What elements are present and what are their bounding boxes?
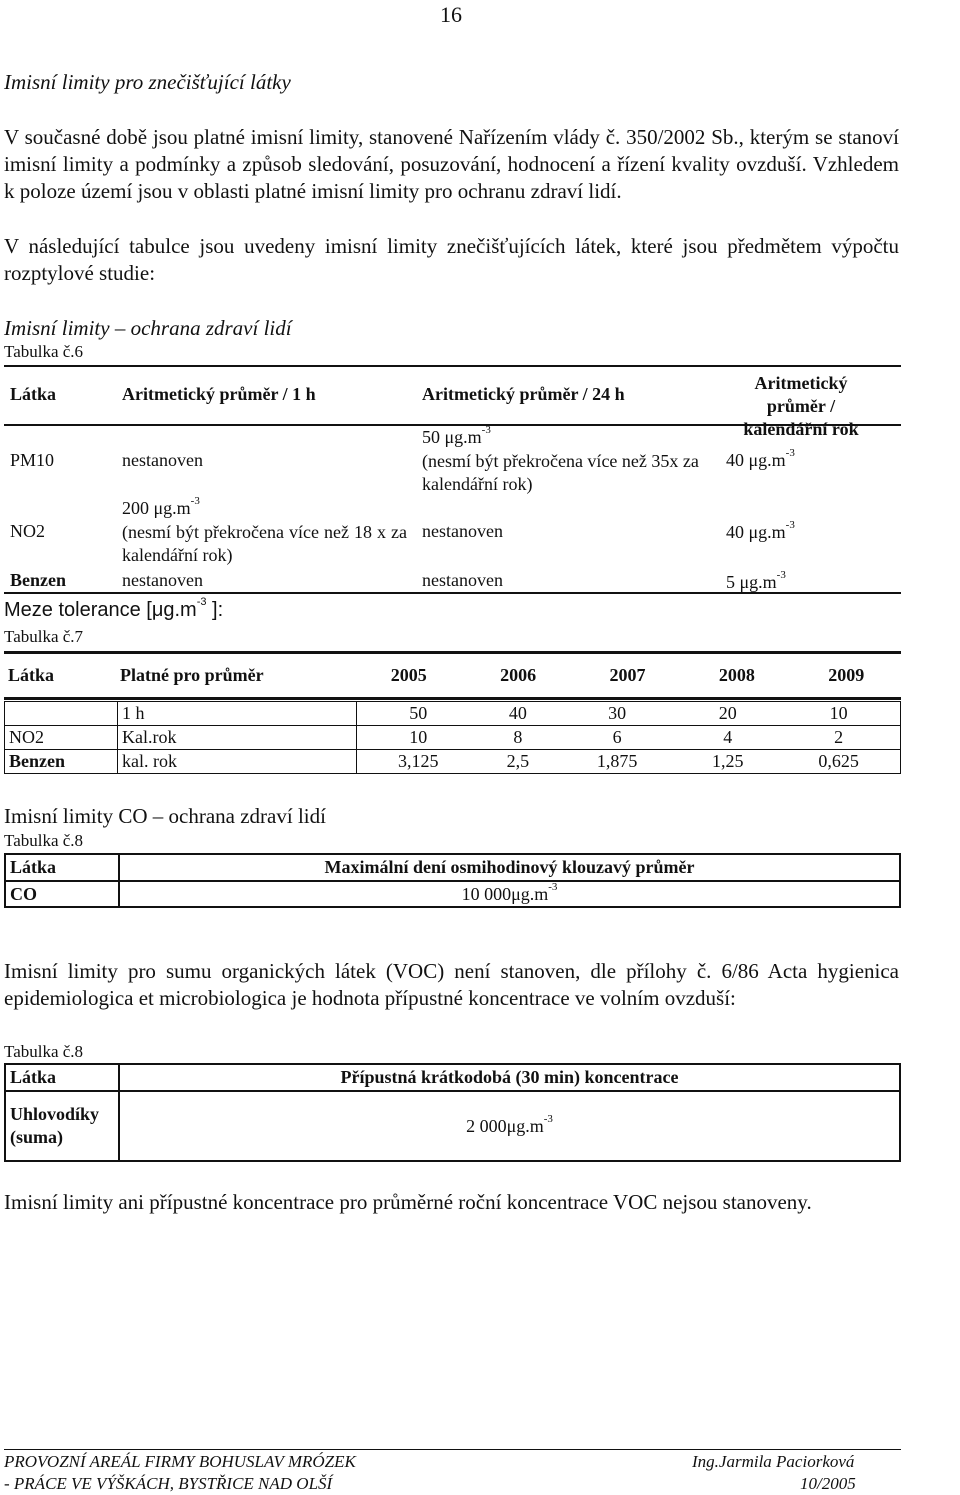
table-cell: 10 $000\mu g.m^{-3}$ <box>461 880 558 904</box>
table-header: Látka <box>10 384 57 404</box>
table-cell: PM10 <box>10 450 55 470</box>
table-row <box>5 854 900 881</box>
table-cell: 5 $\mu g.m^{-3}$ <box>726 569 786 592</box>
tolerance-title: Meze tolerance [$\mu g.m^{-3}$ ]: <box>4 596 224 621</box>
table-cell: nestanoven <box>422 521 503 541</box>
table-cell: 50 <box>409 703 428 723</box>
section-title: Imisní limity CO – ochrana zdraví lidí <box>4 804 326 828</box>
table-row <box>5 1064 900 1091</box>
section-title: Imisní limity – ochrana zdraví lidí <box>4 316 292 340</box>
table-divider <box>4 697 901 700</box>
table-8-voc <box>4 1063 901 1162</box>
table-cell: 40 <box>508 703 527 723</box>
table-cell: 10 <box>829 703 848 723</box>
table-cell: 40 $\mu g.m^{-3}$ <box>726 447 795 470</box>
table-cell: 4 <box>723 727 733 747</box>
table-row <box>5 750 901 774</box>
paragraph-4: Imisní limity ani přípustné koncentrace pro průměrné roční koncentrace VOC nejsou stanoveny. <box>4 1190 812 1214</box>
table-header: Látka <box>5 854 119 881</box>
table-cell: Benzen <box>5 750 118 774</box>
table-cell <box>5 702 118 726</box>
section-title: Imisní limity pro znečišťující látky <box>4 70 291 94</box>
table-row <box>5 881 900 907</box>
table-header: 2007 <box>609 665 646 685</box>
table-cell: Benzen <box>10 570 66 590</box>
table-cell: (nesmí být překročena více než 35x za kalendářní rok) <box>422 451 699 494</box>
table-cell: 6 <box>612 727 622 747</box>
table-header: Maximální dení osmihodinový klouzavý průměr <box>324 857 695 877</box>
table-cell: nestanoven <box>122 450 203 470</box>
table-cell: NO2 <box>5 726 118 750</box>
table-cell: 3,125 <box>398 751 439 771</box>
paragraph-3: Imisní limity pro sumu organických látek (VOC) není stanoven, dle přílohy č. 6/86 Acta hygienica epidemiologica et microbiologica je hodnota přípustné koncentrace ve volním ovzduší: <box>4 959 899 1010</box>
footer-right-1: Ing.Jarmila Paciorková <box>692 1452 855 1471</box>
table-cell: Kal.rok <box>118 726 357 750</box>
table-7-body <box>4 701 901 774</box>
table-cell: 1,25 <box>711 751 744 771</box>
table-caption: Tabulka č.8 <box>4 831 84 850</box>
footer-left-2: - PRÁCE VE VÝŠKÁCH, BYSTŘICE NAD OLŠÍ <box>4 1474 333 1493</box>
table-cell: 30 <box>608 703 627 723</box>
footer-rule <box>4 1449 901 1450</box>
paragraph-2: V následující tabulce jsou uvedeny imisní limity znečišťujících látek, které jsou předmětem výpočtu rozptylové studie: <box>4 234 899 285</box>
paragraph-1: V současné době jsou platné imisní limity, stanovené Nařízením vlády č. 350/2002 Sb., kterým se stanoví imisní limity a podmínky a způsob sledování, posuzování, hodnocení a řízení kvality ovzduší. Vzhledem k poloze území jsou v oblasti platné imisní limity pro ochranu zdraví lidí. <box>4 125 899 203</box>
footer-right-2: 10/2005 <box>800 1474 856 1493</box>
table-cell: kal. rok <box>118 750 357 774</box>
table-header: Aritmetický průměr / 24 h <box>422 384 625 404</box>
table-cell: 0,625 <box>818 751 859 771</box>
table-cell: 2 $000\mu g.m^{-3}$ <box>466 1112 553 1136</box>
table-cell: NO2 <box>10 521 45 541</box>
table-header: Látka <box>8 665 55 685</box>
table-divider <box>4 365 901 367</box>
table-cell: 50 $\mu g.m^{-3}$ <box>422 424 491 447</box>
table-header: Aritmetický průměr / kalendářní rok <box>743 373 859 439</box>
table-cell: nestanoven <box>122 570 203 590</box>
table-8-co <box>4 853 901 908</box>
table-row <box>5 702 901 726</box>
table-row <box>5 1091 900 1161</box>
table-header: Platné pro průměr <box>120 665 264 685</box>
table-row <box>5 726 901 750</box>
table-cell: 20 <box>718 703 737 723</box>
table-header: Aritmetický průměr / 1 h <box>122 384 316 404</box>
table-header: 2009 <box>828 665 865 685</box>
footer-left-1: PROVOZNÍ AREÁL FIRMY BOHUSLAV MRÓZEK <box>4 1452 356 1471</box>
table-header: Látka <box>5 1064 119 1091</box>
table-cell: 1 h <box>118 702 357 726</box>
table-cell: 8 <box>513 727 523 747</box>
table-caption: Tabulka č.8 <box>4 1042 84 1061</box>
table-header: 2006 <box>500 665 537 685</box>
table-caption: Tabulka č.6 <box>4 342 84 361</box>
table-caption: Tabulka č.7 <box>4 627 84 646</box>
table-header: 2008 <box>718 665 755 685</box>
table-header: Přípustná krátkodobá (30 min) koncentrace <box>340 1067 679 1087</box>
table-cell: Uhlovodíky (suma) <box>5 1091 119 1161</box>
table-7-header <box>4 654 901 697</box>
table-cell: 2,5 <box>506 751 530 771</box>
page-number: 16 <box>440 2 462 27</box>
table-cell: 10 <box>409 727 428 747</box>
table-cell: (nesmí být překročena více než 18 x za kalendářní rok) <box>122 522 407 565</box>
table-cell: 200 $\mu g.m^{-3}$ <box>122 495 200 518</box>
table-cell: 1,875 <box>596 751 638 771</box>
table-header: 2005 <box>390 665 427 685</box>
table-cell: nestanoven <box>422 570 503 590</box>
table-cell: CO <box>5 881 119 907</box>
table-cell: 40 $\mu g.m^{-3}$ <box>726 519 795 542</box>
table-cell: 2 <box>834 727 844 747</box>
